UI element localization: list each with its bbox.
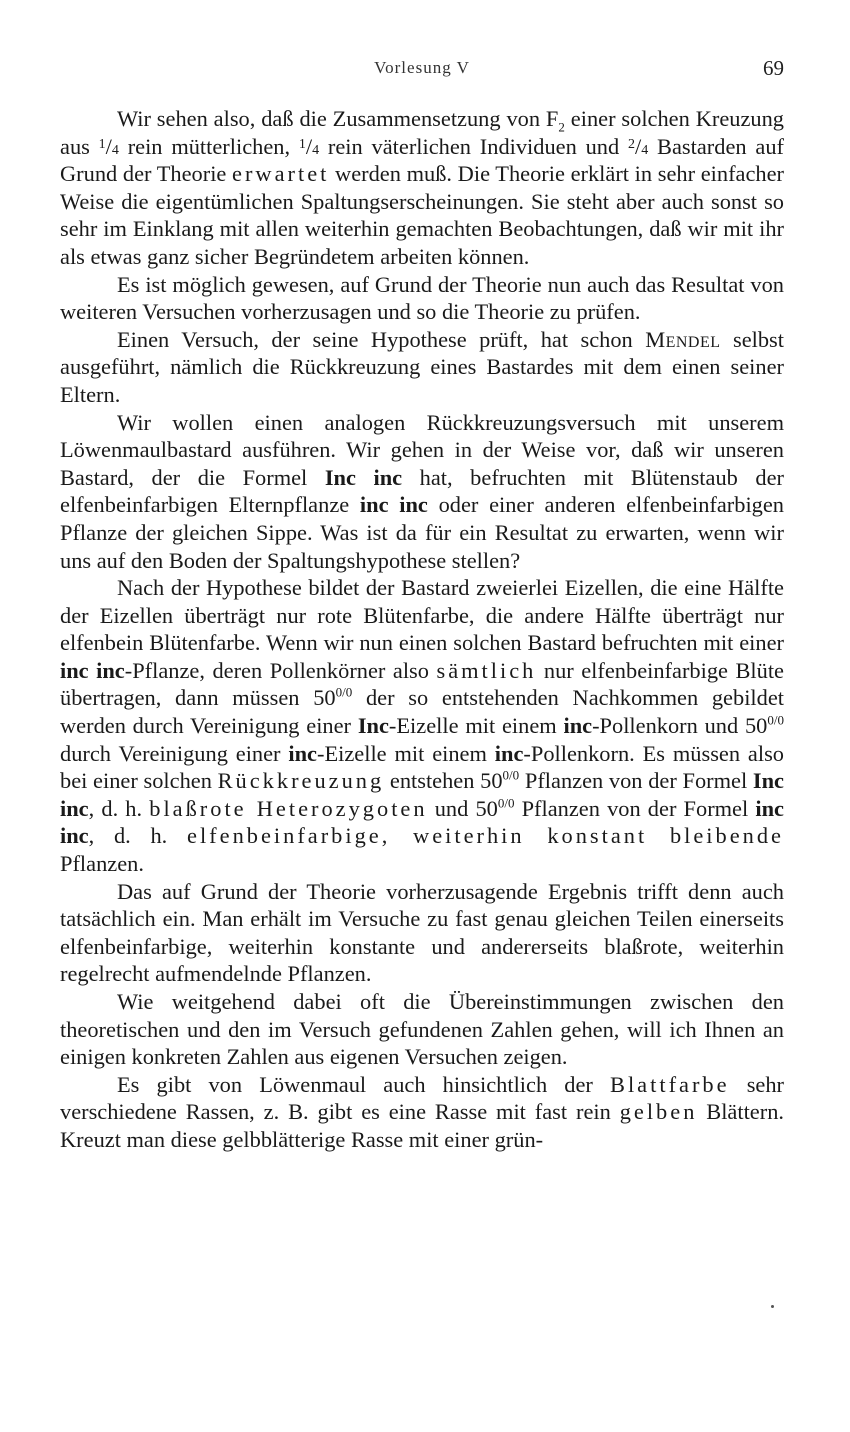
paragraph-1: Wir sehen also, daß die Zusammensetzung von $F_2$ einer solchen Kreuzung aus $^1$/4 rein mütterlichen, $^1$/4 rein väterlichen Individuen und $^2$/4 Bastarden auf Grund der Theorie erwartet werden muß. Die Theorie erklärt in sehr einfacher Weise die eigentümlichen Spaltungserscheinungen. Sie steht aber auch sonst so sehr im Einklang mit allen weiterhin gemachten Beobachtungen, daß wir mit ihr als etwas ganz sicher Begründetem arbeiten können. (60, 106, 784, 269)
genetic-formula: Inc inc (324, 464, 403, 490)
percent-sign: 0/0 (767, 712, 784, 728)
text-run: Blättern. Kreuzt man diese gelbblätterige Rasse mit einer grün- (60, 1099, 784, 1152)
genetic-formula: inc (494, 740, 524, 766)
fraction-denominator: 4 (641, 142, 649, 158)
text-run: , d. h. (88, 795, 150, 821)
spaced-emphasis: sämtlich (436, 657, 537, 683)
text-run: Nach der Hypothese bildet der Bastard zweierlei Eizellen, die eine Hälfte der Eizellen überträgt nur rote Blütenfarbe, die andere Hälfte überträgt nur elfenbein Blütenfarbe. Wenn wir nun einen solchen Bastard befruchten mit einer (60, 575, 784, 656)
paragraph-4 (60, 409, 784, 575)
fraction-denominator: 4 (111, 142, 119, 158)
fraction-numerator: 1 (298, 136, 306, 152)
percent-sign: 0/0 (502, 767, 520, 783)
text-run: -Eizelle mit einem (317, 740, 495, 766)
text-run: oder einer anderen elfenbeinfarbigen Pflanze der gleichen Sippe. Was ist da für ein Resultat zu erwarten, wenn wir uns auf den Boden der Spaltungshypothese stellen? (60, 492, 784, 573)
spaced-emphasis: blaßrote Heterozygoten (149, 795, 428, 821)
page-number: 69 (763, 56, 784, 80)
text-run: Bastarden auf Grund der Theorie (60, 133, 784, 187)
text-run: , d. h. (88, 823, 188, 849)
paragraph-2: Es ist möglich gewesen, auf Grund der Theorie nun auch das Resultat von weiteren Versuchen vorherzusagen und so die Theorie zu prüfen. (60, 271, 784, 325)
text-run: selbst ausgeführt, nämlich die Rückkreuzung eines Bastardes mit dem einen seiner Eltern. (60, 326, 784, 407)
text-run: -Pollenkorn. Es müssen also bei einer solchen (60, 740, 784, 794)
text-run: Pflanzen. (60, 851, 144, 877)
fraction-numerator: 1 (98, 136, 106, 152)
paragraph-5 (60, 574, 784, 878)
paragraph-8 (60, 1071, 784, 1154)
fraction-numerator: 2 (628, 136, 636, 152)
text-run: rein mütterlichen, (118, 133, 299, 159)
text-run: werden muß. Die Theorie erklärt in sehr einfacher Weise die eigentümlichen Spaltungserscheinungen. Sie steht aber auch sonst so sehr im Einklang mit allen weiterhin gemachten Beobachtungen, daß wir mit ihr als etwas ganz sicher Begründetem arbeiten können. (60, 161, 784, 269)
genetic-formula: Inc inc (60, 768, 784, 821)
text-run: Wir wollen einen analogen Rückkreuzungsversuch mit unserem Löwenmaulbastard ausführen. Wir gehen in der Weise vor, daß wir unseren Bastard, der die Formel (60, 409, 784, 490)
text-run: -Pflanze, deren Pollenkörner also (124, 657, 437, 683)
text-run: einer solchen Kreuzung aus (60, 106, 784, 159)
text-run: entstehen 50 (384, 768, 503, 794)
text-run: durch Vereinigung einer (60, 740, 289, 766)
genetic-formula: inc inc (60, 657, 125, 683)
spaced-emphasis: erwartet (232, 161, 330, 187)
genetic-formula: inc inc (60, 795, 784, 849)
text-run: -Eizelle mit einem (388, 713, 564, 739)
genetic-formula: Inc (357, 713, 389, 739)
spaced-emphasis: Rückkreuzung (217, 768, 385, 794)
text-run: sehr verschiedene Rassen, z. B. gibt es eine Rasse mit fast rein (60, 1071, 784, 1125)
text-run: hat, befruchten mit Blütenstaub der elfenbeinfarbigen Elternpflanze (60, 464, 784, 518)
scan-speck (771, 1305, 774, 1308)
text-run: Einen Versuch, der seine Hypothese prüft, hat schon (117, 326, 646, 352)
text-run: nur elfenbeinfarbige Blüte übertragen, dann müssen 50 (60, 657, 784, 711)
text-run: rein väterlichen Individuen und (319, 133, 629, 159)
text-run: der so entstehenden Nachkommen gebildet werden durch Vereinigung einer (60, 685, 784, 739)
author-name: Mendel (645, 326, 721, 352)
text-run: Pflanzen von der Formel (514, 795, 756, 821)
page-header (60, 58, 784, 88)
genetic-formula: inc (288, 740, 317, 766)
subscript: 2 (558, 119, 565, 135)
spaced-emphasis: elfenbeinfarbige, weiterhin konstant bleibende (187, 823, 784, 849)
spaced-emphasis: Blattfarbe (610, 1071, 730, 1097)
text-run: und 50 (427, 795, 498, 821)
body-text (60, 105, 784, 1154)
fraction-denominator: 4 (312, 142, 320, 158)
genetic-formula: inc inc (359, 492, 428, 518)
spaced-emphasis: gelben (619, 1099, 698, 1125)
percent-sign: 0/0 (497, 795, 515, 811)
text-run: Pflanzen von der Formel (519, 768, 753, 794)
text-run: -Pollenkorn und 50 (592, 713, 768, 739)
paragraph-6: Das auf Grund der Theorie vorherzusagende Ergebnis trifft denn auch tatsächlich ein. Man erhält im Versuche zu fast genau gleichen Teilen einerseits elfenbeinfarbige, weiterhin konstante und andererseits blaßrote, weiterhin regelrecht aufmendelnde Pflanzen. (60, 878, 784, 987)
text-run: Wir sehen also, daß die Zusammensetzung von F (117, 106, 559, 131)
percent-sign: 0/0 (335, 685, 353, 700)
running-title: Vorlesung V (374, 58, 470, 77)
text-run: Es gibt von Löwenmaul auch hinsichtlich der (117, 1071, 611, 1097)
genetic-formula: inc (563, 713, 593, 739)
paragraph-3 (60, 326, 784, 409)
paragraph-7: Wie weitgehend dabei oft die Übereinstimmungen zwischen den theoretischen und den im Versuch gefundenen Zahlen gehen, will ich Ihnen an einigen konkreten Zahlen aus eigenen Versuchen zeigen. (60, 989, 784, 1070)
